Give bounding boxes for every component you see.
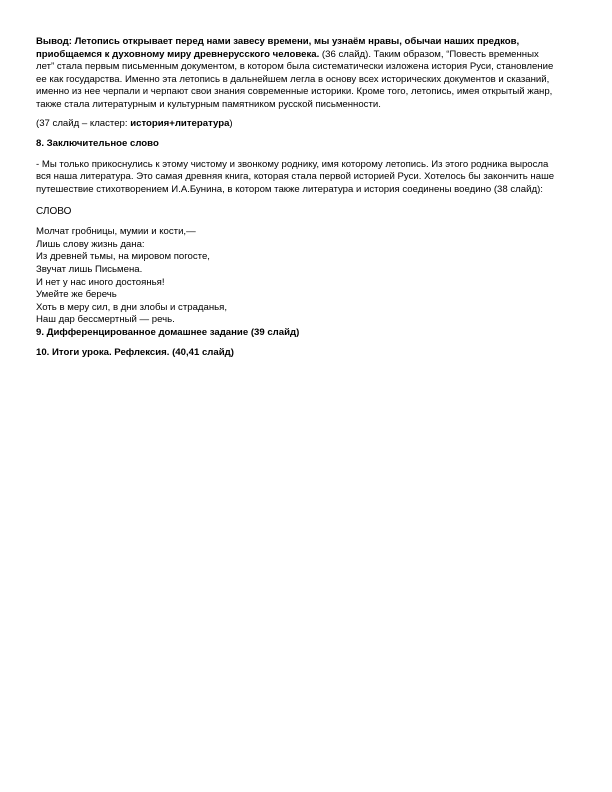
poem-line: Из древней тьмы, на мировом погосте,	[36, 251, 210, 263]
poem-line: Молчат гробницы, мумии и кости,—	[36, 226, 196, 238]
poem-line: Умейте же беречь	[36, 289, 117, 301]
conclusion-paragraph	[36, 36, 556, 112]
poem-line: Наш дар бессмертный — речь.	[36, 314, 175, 326]
poem-line: Звучат лишь Письмена.	[36, 263, 143, 275]
cluster-suffix: )	[229, 117, 233, 129]
conclusion-lead: Вывод: Летопись открывает перед нами завесу времени, мы узнаём нравы, обычаи наших предков, приобщаемся к духовному миру древнерусского человека.	[36, 36, 520, 60]
cluster-bold: история+литература	[130, 117, 230, 129]
cluster-note	[36, 118, 556, 131]
poem-body	[36, 226, 556, 327]
poem-line: Хоть в меру сил, в дни злобы и страданья,	[36, 301, 227, 313]
conclusion-text: (36 слайд). Таким образом, “Повесть временных лет” стала первым письменным документом, в котором была систематически изложена история Руси, становление ее как государства. Именно эта летопись в дальнейшем легла в основу всех исторических документов и сказаний, именно из нее черпали и черпают свои знания современные историки. Кроме того, летопись, имея открытый жанр, также стала литературным и культурным памятником русской письменности.	[36, 48, 554, 110]
section-9-heading: 9. Дифференцированное домашнее задание (39 слайд)	[36, 326, 300, 338]
poem-line: Лишь слову жизнь дана:	[36, 238, 145, 250]
poem-title: СЛОВО	[36, 205, 72, 217]
section-8-text: - Мы только прикоснулись к этому чистому и звонкому роднику, имя которому летопись. Из этого родника выросла вся наша литература. Это самая древняя книга, которая стала первой историей Руси. Хотелось бы закончить наше путешествие стихотворением И.А.Бунина, в котором также литература и история соединены воедино (38 слайд):	[36, 158, 555, 195]
section-8-heading: 8. Заключительное слово	[36, 138, 159, 150]
poem-line: И нет у нас иного достоянья!	[36, 276, 165, 288]
section-10-heading: 10. Итоги урока. Рефлексия. (40,41 слайд)	[36, 347, 234, 359]
cluster-prefix: (37 слайд – кластер:	[36, 117, 131, 129]
document-page	[36, 36, 556, 366]
